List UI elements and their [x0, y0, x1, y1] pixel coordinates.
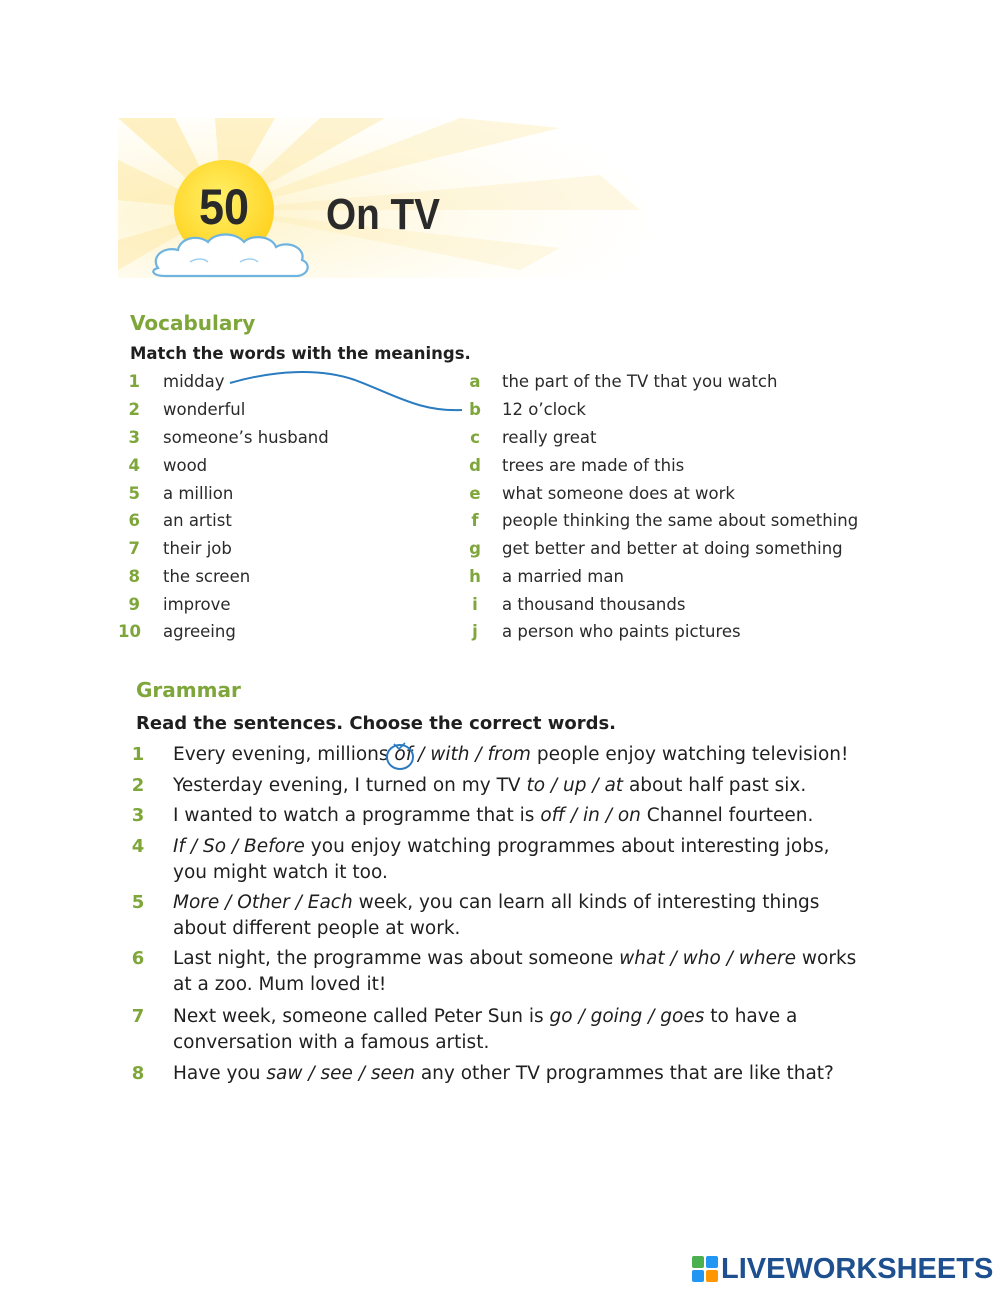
sentence-text: Yesterday evening, I turned on my TV [173, 775, 527, 796]
sentence-number: 3 [131, 805, 145, 826]
grammar-sentence [173, 1061, 863, 1087]
vocabulary-heading: Vocabulary [130, 311, 256, 335]
meaning-letter: f [471, 511, 479, 530]
vocabulary-instruction: Match the words with the meanings. [130, 344, 471, 363]
match-word[interactable]: an artist [163, 511, 232, 530]
match-meaning[interactable]: a thousand thousands [502, 595, 686, 614]
sentence-text: people enjoy watching television! [530, 744, 849, 765]
match-word[interactable]: improve [163, 595, 231, 614]
meaning-letter: c [470, 428, 480, 447]
meaning-letter: e [469, 484, 481, 503]
sentence-text: to have a conversation with a famous artist. [173, 1006, 798, 1053]
grammar-heading: Grammar [136, 678, 241, 702]
meaning-letter: g [469, 539, 481, 558]
sentence-text: any other TV programmes that are like that? [414, 1063, 834, 1084]
sentence-text: Have you [173, 1063, 267, 1084]
match-line [230, 372, 462, 410]
word-number: 9 [128, 595, 140, 614]
meaning-letter: i [472, 595, 478, 614]
grammar-instruction: Read the sentences. Choose the correct words. [136, 713, 617, 734]
word-number: 7 [128, 539, 140, 558]
liveworksheets-grid-icon [692, 1256, 718, 1282]
sentence-text: I wanted to watch a programme that is [173, 805, 541, 826]
match-meaning[interactable]: 12 o’clock [502, 400, 586, 419]
word-number: 8 [128, 567, 140, 586]
meaning-letter: d [469, 456, 481, 475]
match-meaning[interactable]: people thinking the same about something [502, 511, 859, 530]
sentence-number: 6 [131, 948, 145, 969]
meaning-letter: b [469, 400, 481, 419]
meaning-letter: j [472, 622, 478, 641]
sentence-text: Next week, someone called Peter Sun is [173, 1006, 550, 1027]
answer-choices[interactable]: If / So / Before [173, 836, 305, 857]
sentence-number: 4 [131, 836, 145, 857]
word-number: 2 [128, 400, 140, 419]
grammar-sentence [173, 742, 863, 768]
sentence-text: Every evening, millions [173, 744, 395, 765]
grammar-sentence [173, 803, 863, 829]
match-meaning[interactable]: a married man [502, 567, 624, 586]
meaning-letter: h [469, 567, 481, 586]
sentence-text: week, you can learn all kinds of interesting things about different people at work. [173, 892, 820, 939]
sentence-text: about half past six. [623, 775, 807, 796]
liveworksheets-logo [692, 1254, 993, 1284]
logo-text: LIVEWORKSHEETS [721, 1252, 994, 1285]
unit-title: On TV [326, 190, 441, 239]
sentence-number: 1 [131, 744, 145, 765]
match-word[interactable]: wood [163, 456, 208, 475]
sentence-text: Channel fourteen. [640, 805, 814, 826]
answer-choices[interactable]: of [394, 744, 413, 765]
grammar-sentence [173, 773, 863, 799]
match-word[interactable]: wonderful [163, 400, 246, 419]
sentence-text: works at a zoo. Mum loved it! [173, 948, 857, 995]
grammar-sentence [173, 946, 863, 998]
match-word[interactable]: midday [163, 372, 225, 391]
match-word[interactable]: the screen [163, 567, 251, 586]
sentence-text: Last night, the programme was about someone [173, 948, 620, 969]
answer-choices[interactable]: to / up / at [526, 775, 624, 796]
word-number: 3 [128, 428, 140, 447]
match-meaning[interactable]: trees are made of this [502, 456, 685, 475]
match-meaning[interactable]: the part of the TV that you watch [502, 372, 778, 391]
word-number: 10 [118, 622, 141, 641]
match-word[interactable]: a million [163, 484, 234, 503]
match-meaning[interactable]: really great [502, 428, 597, 447]
answer-choices[interactable]: go / going / goes [549, 1006, 705, 1027]
answer-choices[interactable]: / with / from [412, 744, 531, 765]
answer-choices[interactable]: More / Other / Each [173, 892, 353, 913]
match-meaning[interactable]: what someone does at work [502, 484, 735, 503]
answer-choices[interactable]: what / who / where [619, 948, 797, 969]
grammar-sentence [173, 1004, 863, 1056]
word-number: 4 [128, 456, 140, 475]
match-meaning[interactable]: a person who paints pictures [502, 622, 741, 641]
unit-number: 50 [198, 179, 250, 235]
sentence-number: 2 [131, 775, 145, 796]
match-word[interactable]: their job [163, 539, 232, 558]
answer-choices[interactable]: off / in / on [540, 805, 641, 826]
sentence-number: 7 [131, 1006, 145, 1027]
word-number: 6 [128, 511, 140, 530]
word-number: 1 [128, 372, 140, 391]
sentence-number: 8 [131, 1063, 145, 1084]
answer-circle-mark [382, 739, 422, 773]
answer-choices[interactable]: saw / see / seen [266, 1063, 415, 1084]
match-word[interactable]: agreeing [163, 622, 236, 641]
grammar-sentence [173, 834, 863, 886]
sentence-number: 5 [131, 892, 145, 913]
meaning-letter: a [469, 372, 481, 391]
grammar-sentence [173, 890, 863, 942]
word-number: 5 [128, 484, 140, 503]
match-meaning[interactable]: get better and better at doing something [502, 539, 843, 558]
match-word[interactable]: someone’s husband [163, 428, 329, 447]
sentence-text: you enjoy watching programmes about interesting jobs, you might watch it too. [173, 836, 830, 883]
